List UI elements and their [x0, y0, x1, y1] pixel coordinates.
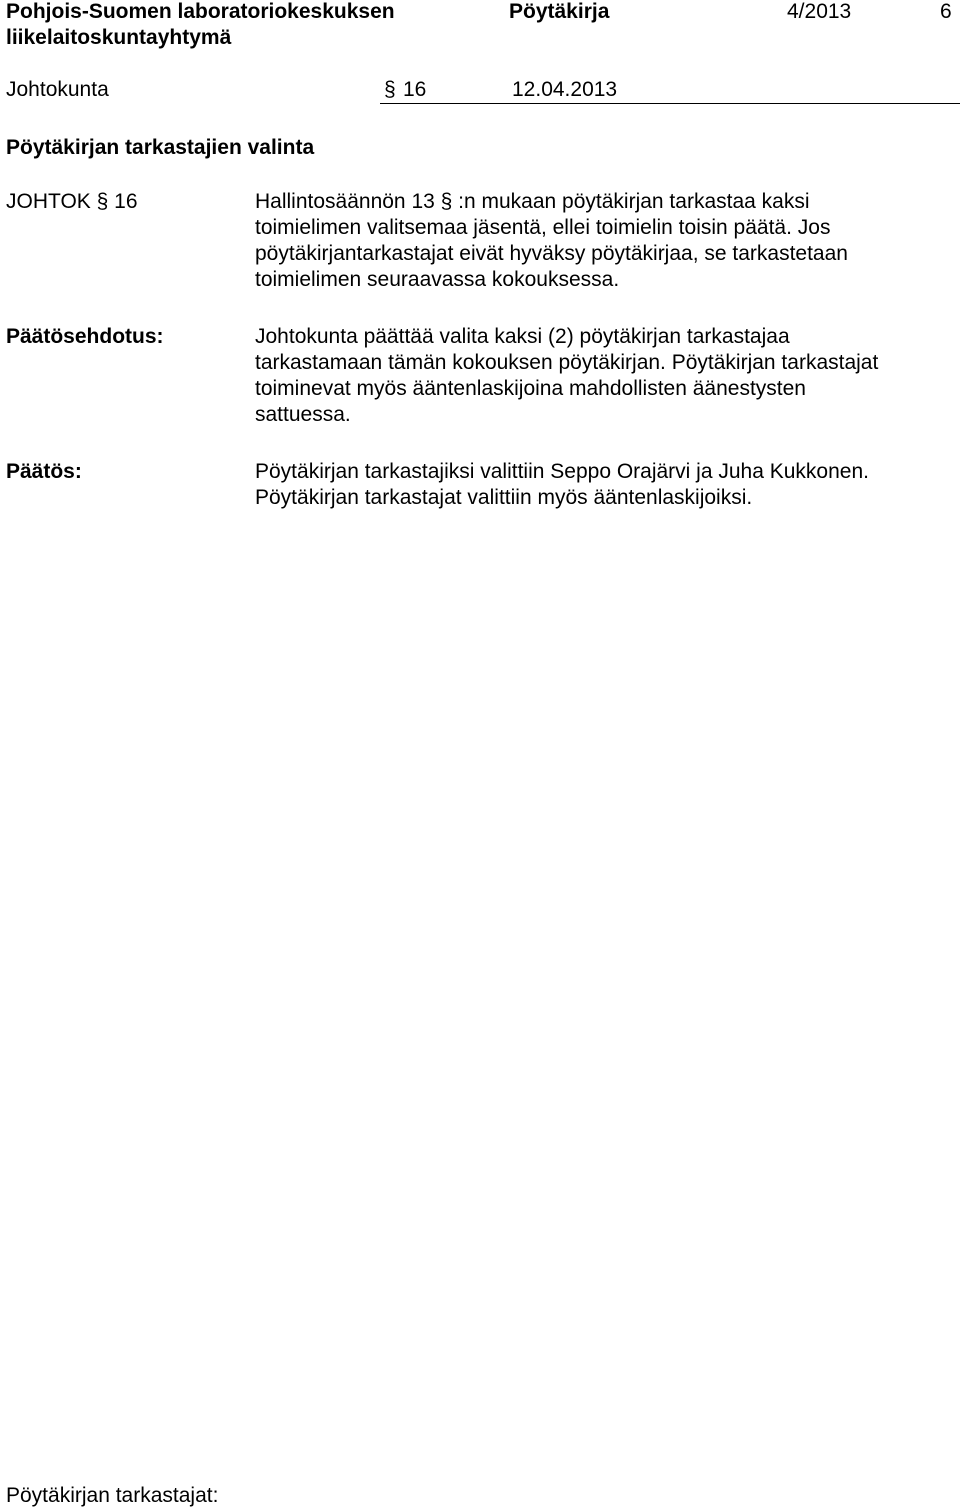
governing-body: Johtokunta	[6, 78, 109, 101]
decision-paragraph	[255, 459, 955, 511]
section-number: 16	[403, 78, 427, 101]
decision-label: Päätös:	[6, 460, 82, 483]
document-type: Pöytäkirja	[509, 0, 610, 23]
organization-name	[6, 0, 395, 51]
proposal-label: Päätösehdotus:	[6, 325, 164, 348]
item-code: JOHTOK § 16	[6, 190, 138, 213]
paragraph-line: Hallintosäännön 13 § :n mukaan pöytäkirjan tarkastaa kaksi	[255, 190, 810, 213]
paragraph-line: Pöytäkirjan tarkastajat valittiin myös ääntenlaskijoiksi.	[255, 486, 753, 509]
organization-name-line1: Pohjois-Suomen laboratoriokeskuksen	[6, 0, 395, 23]
paragraph-line: toimielimen valitsemaa jäsentä, ellei toimielin toisin päätä. Jos	[255, 216, 831, 239]
meeting-meta-row	[0, 75, 960, 105]
signers-label: Pöytäkirjan tarkastajat:	[6, 1484, 219, 1507]
organization-name-line2: liikelaitoskuntayhtymä	[6, 26, 232, 49]
paragraph-line: Johtokunta päättää valita kaksi (2) pöytäkirjan tarkastajaa	[255, 325, 790, 348]
paragraph-line: toiminevat myös ääntenlaskijoina mahdollisten äänestysten	[255, 377, 806, 400]
section-sign: §	[384, 78, 396, 101]
paragraph-line: pöytäkirjantarkastajat eivät hyväksy pöytäkirjaa, se tarkastetaan	[255, 242, 848, 265]
page-number: 6	[940, 0, 952, 23]
paragraph-line: sattuessa.	[255, 403, 351, 426]
document-number: 4/2013	[787, 0, 852, 23]
header-divider	[380, 103, 960, 104]
paragraph-line: tarkastamaan tämän kokouksen pöytäkirjan. Pöytäkirjan tarkastajat	[255, 351, 879, 374]
proposal-paragraph	[255, 324, 955, 428]
paragraph-line: toimielimen seuraavassa kokouksessa.	[255, 268, 620, 291]
meeting-date: 12.04.2013	[512, 78, 618, 101]
background-paragraph	[255, 189, 955, 293]
item-title: Pöytäkirjan tarkastajien valinta	[6, 136, 315, 159]
paragraph-line: Pöytäkirjan tarkastajiksi valittiin Seppo Orajärvi ja Juha Kukkonen.	[255, 460, 869, 483]
